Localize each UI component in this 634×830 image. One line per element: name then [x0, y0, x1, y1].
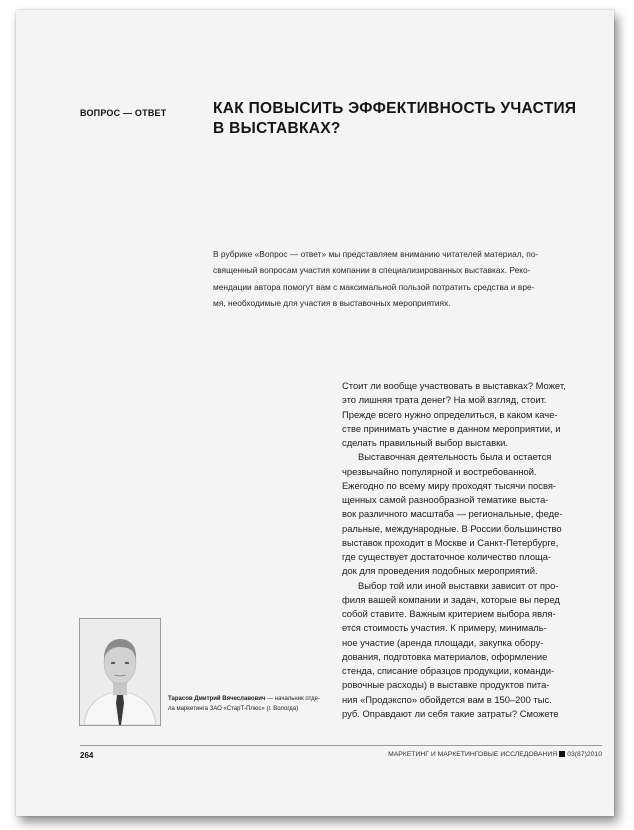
- body-line: ральные, международные. В России большинство: [342, 522, 562, 534]
- body-line: филя вашей компании и задач, которые вы перед: [342, 593, 560, 605]
- author-caption: [168, 694, 333, 714]
- body-line: собой ставите. Важным критерием выбора явля-: [342, 608, 556, 619]
- body-line: стве принимать участие в данном мероприятии, и: [342, 422, 561, 434]
- author-portrait-image: [80, 619, 160, 725]
- article-title-line-1: КАК ПОВЫСИТЬ ЭФФЕКТИВНОСТЬ УЧАСТИЯ: [213, 100, 577, 117]
- body-line: Стоит ли вообще участвовать в выставках? Может,: [342, 380, 566, 391]
- body-text-column: [342, 379, 602, 721]
- rubric-label: ВОПРОС — ОТВЕТ: [80, 108, 167, 118]
- journal-name: МАРКЕТИНГ И МАРКЕТИНГОВЫЕ ИССЛЕДОВАНИЯ: [388, 751, 558, 758]
- caption-line: ла маркетинга ЗАО «СтарТ-Плюс» (г. Вологда): [168, 706, 299, 712]
- lead-line: священный вопросам участия компании в специализированных выставках. Реко-: [213, 265, 531, 276]
- body-line: док для проведения подобных мероприятий.: [342, 565, 538, 577]
- body-line: стенда, списание образцов продукции, команди-: [342, 665, 555, 676]
- running-footer: [388, 751, 602, 758]
- body-line: где существует достаточное количество площа-: [342, 551, 552, 562]
- magazine-page: [16, 10, 614, 816]
- body-line: чрезвычайно популярной и востребованной.: [342, 465, 537, 477]
- body-line: вок различного масштаба — региональные, феде-: [342, 508, 563, 520]
- body-line: это лишняя трата денег? На мой взгляд, стоит.: [342, 394, 547, 406]
- page-number: 264: [80, 751, 94, 760]
- author-role-part: — начальник отде-: [265, 696, 320, 702]
- body-line: ное участие (аренда площади, закупка обору-: [342, 636, 544, 648]
- body-line: Ежегодно по всему миру проходят тысячи посвя-: [342, 479, 557, 491]
- article-title: [213, 99, 593, 139]
- footer-divider: [80, 745, 602, 746]
- caption-line: [168, 694, 333, 704]
- body-line: ется стоимость участия. К примеру, минималь-: [342, 622, 547, 634]
- body-line: ния «Продэкспо» обойдется вам в 150–200 тыс.: [342, 693, 552, 705]
- body-line: сделать правильный выбор выставки.: [342, 437, 509, 448]
- body-line: ровочные расходы) в выставке продуктов пита-: [342, 679, 550, 691]
- body-line: выставок проходит в Москве и Санкт-Петербурге,: [342, 536, 559, 548]
- square-bullet-icon: [559, 751, 565, 757]
- author-photo: [79, 618, 161, 726]
- body-line: дования, подготовка материалов, оформление: [342, 650, 548, 662]
- body-line: Выставочная деятельность была и остается: [358, 451, 552, 463]
- issue-number: 03(87)2010: [567, 751, 602, 758]
- body-line: Прежде всего нужно определиться, в каком каче-: [342, 408, 558, 420]
- author-name: Тарасов Дмитрий Вячеславович: [168, 696, 266, 702]
- body-line: Выбор той или иной выставки зависит от про-: [358, 579, 559, 591]
- body-line: щенных самой разнообразной тематике выста-: [342, 494, 549, 505]
- article-title-line-2: В ВЫСТАВКАХ?: [213, 120, 341, 137]
- lead-line: В рубрике «Вопрос — ответ» мы представляем вниманию читателей материал, по-: [213, 249, 539, 259]
- lead-line: мендации автора помогут вам с максимальной пользой потратить средства и вре-: [213, 281, 535, 292]
- body-line: руб. Оправдают ли себя такие затраты? Сможете: [342, 707, 559, 719]
- lead-line: мя, необходимые для участия в выставочных мероприятиях.: [213, 297, 451, 308]
- lead-paragraph: [213, 246, 596, 311]
